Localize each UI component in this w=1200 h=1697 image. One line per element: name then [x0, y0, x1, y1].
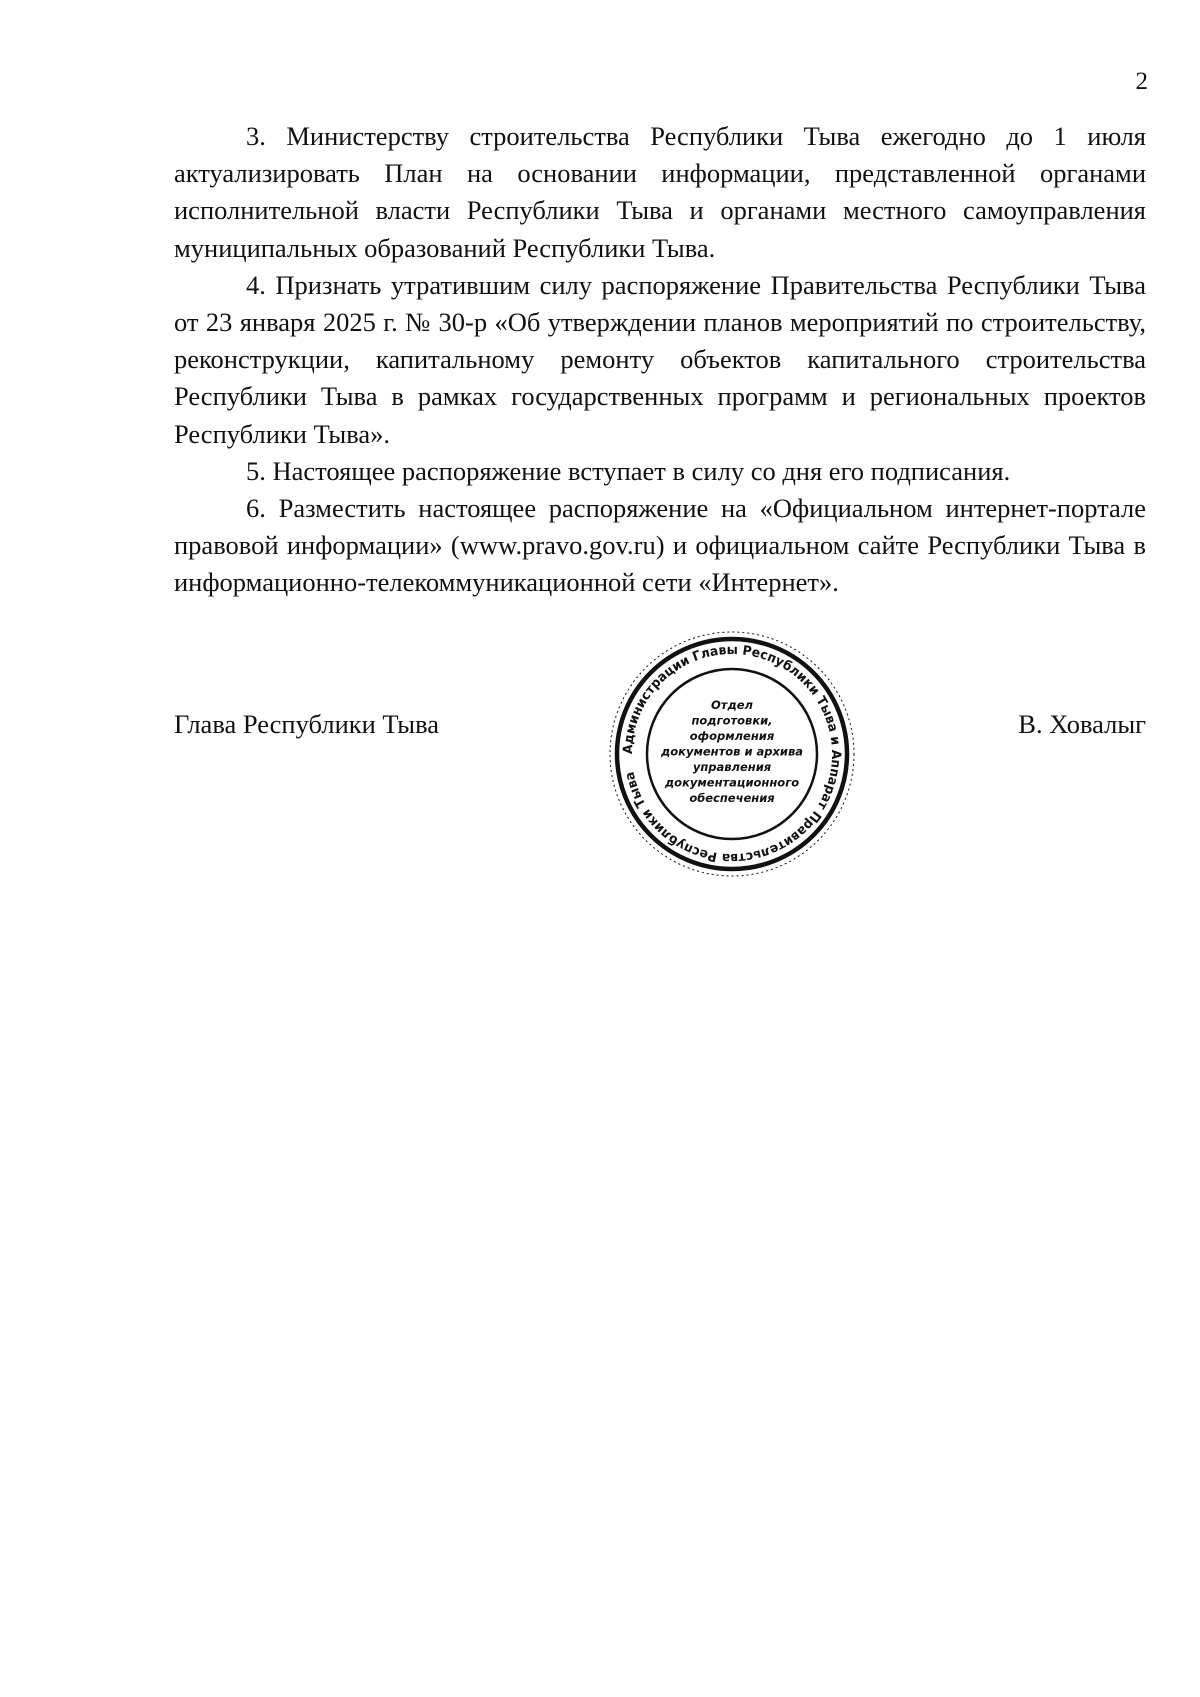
stamp-ring-text: Администрации Главы Республики Тыва и Аппарат Правительства Республики Тыва [620, 642, 844, 866]
stamp-center-line: документов и архива [660, 744, 804, 759]
stamp-center-line: оформления [689, 729, 775, 743]
stamp-center-text [660, 698, 803, 805]
paragraph-3: 3. Министерству строительства Республики Тыва ежегодно до 1 июля актуализировать План на основании информации, представленной органами исполнительной власти Республики Тыва и органами местного самоуправления муниципальных образований Республики Тыва. [174, 121, 1146, 263]
signatory-position: Глава Республики Тыва [174, 709, 440, 739]
page-number: 2 [1135, 68, 1148, 95]
stamp-center-line: документационного [664, 775, 800, 790]
paragraph-5: 5. Настоящее распоряжение вступает в силу со дня его подписания. [246, 455, 1011, 486]
paragraph-6: 6. Разместить настоящее распоряжение на «Официальном интернет-портале правовой информации» (www.pravo.gov.ru) и официальном сайте Республики Тыва в информационно-телекоммуникационной сети «Интернет». [174, 493, 1146, 598]
paragraph-4: 4. Признать утратившим силу распоряжение Правительства Республики Тыва от 23 января 2025 г. № 30-р «Об утверждении планов мероприятий по строительству, реконструкции, капитальному ремонту объектов капитального строительства Республики Тыва в рамках государственных программ и региональных проектов Республики Тыва». [174, 269, 1146, 449]
official-stamp [607, 629, 857, 879]
document-body [174, 118, 1146, 602]
stamp-center-line: управления [692, 760, 772, 774]
stamp-center-line: Отдел [711, 698, 753, 712]
stamp-center-line: подготовки, [691, 713, 773, 728]
stamp-center-line: обеспечения [689, 791, 775, 805]
signatory-name: В. Ховалыг [1018, 709, 1146, 739]
